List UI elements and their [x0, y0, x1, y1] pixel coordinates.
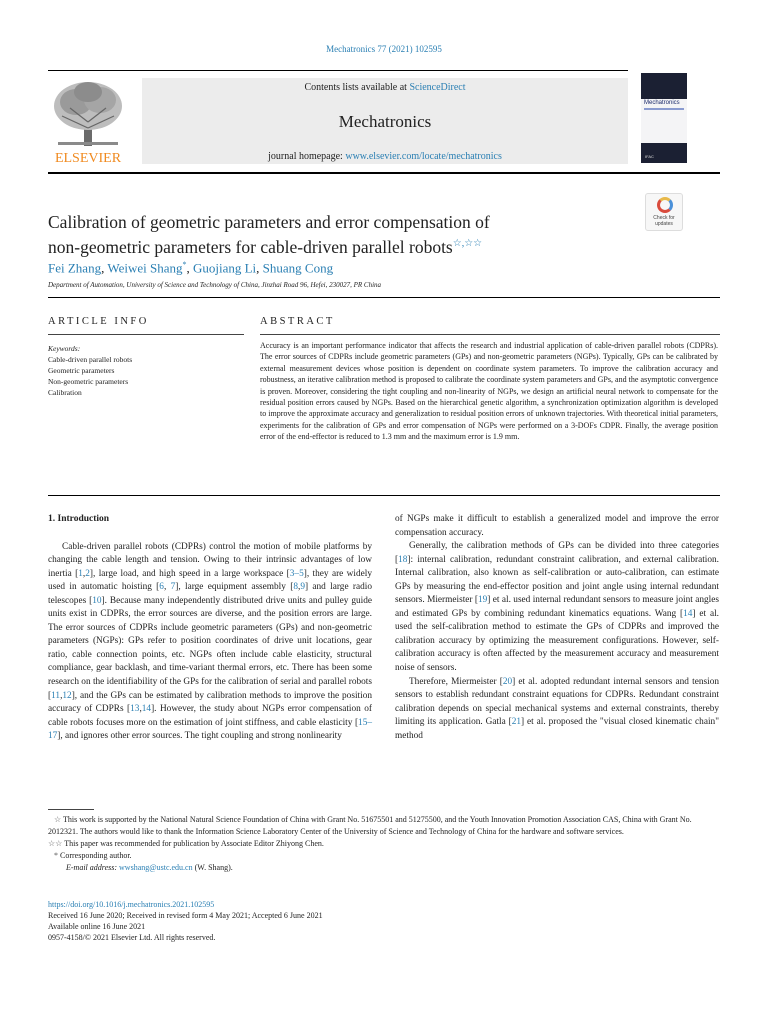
keyword: Geometric parameters	[48, 366, 115, 375]
contents-prefix: Contents lists available at	[304, 82, 410, 93]
header-top-rule	[48, 70, 628, 71]
abstract-text: Accuracy is an important performance indicator that affects the research and industrial application of cable-driven parallel robots (CDPRs). The error sources of CDPRs include geometric parameters (GPs) and non-geometric parameters (NGPs). Typically, GPs can be calibrated by external measurement devices whose position is dependent on coordinate system parameters. To improve the calibration accuracy and robustness, an iterative calibration method is proposed to calibrate the coordinate system parameters and GPs, and the asymptotic convergence is proven. Moreover, considering the tight coupling and non-linearity of NGPs, we design an artificial neural network to compensate for the residual position errors caused by NGPs. Based on the hierarchical genetic algorithm, a synchronization optimization algorithm is developed to improve the approximate accuracy and generalization to residual position errors of unknown trajectories. With theoretical initial parameters, experiments for the calibration of GPs and error compensation of NGPs were performed on a 3-DOFs CDPR. Finally, the average position error of the end-effector is reduced to 1.3 mm and the maximum error is 1.9 mm.	[260, 341, 718, 442]
cover-title: Mechatronics	[644, 100, 680, 106]
citation-link[interactable]: 19	[478, 595, 488, 606]
available-online: Available online 16 June 2021	[48, 922, 146, 931]
keyword: Cable-driven parallel robots	[48, 355, 133, 364]
running-head[interactable]: Mechatronics 77 (2021) 102595	[326, 44, 442, 54]
keywords-block	[48, 343, 132, 398]
footnote-rule	[48, 809, 94, 810]
journal-header	[142, 78, 628, 164]
footnote	[48, 814, 720, 838]
abstract-rule	[260, 334, 720, 335]
body-left-column	[48, 513, 372, 744]
title-line-1: Calibration of geometric parameters and error compensation of	[48, 212, 490, 232]
citation-link[interactable]: 2	[85, 568, 90, 579]
journal-cover[interactable]	[641, 73, 687, 163]
author-separator: ,	[256, 260, 263, 276]
check-updates-line2: updates	[655, 221, 673, 227]
citation-link[interactable]: 8	[293, 582, 298, 593]
citation-link[interactable]: 18	[398, 554, 408, 565]
journal-name: Mechatronics	[338, 112, 432, 131]
citation-link[interactable]: 3–5	[289, 568, 304, 579]
body-right-column	[395, 513, 719, 743]
section-heading: 1. Introduction	[48, 514, 110, 524]
citation-link[interactable]: 13	[130, 704, 140, 715]
publication-info	[48, 899, 323, 943]
title-footnote-marks[interactable]: ☆,☆☆	[452, 238, 483, 249]
footnote-mark: ☆	[54, 815, 62, 824]
homepage-link[interactable]: www.elsevier.com/locate/mechatronics	[345, 151, 502, 162]
homepage-line	[142, 151, 628, 162]
footnote-text: This paper was recommended for publication by Associate Editor Zhiyong Chen.	[64, 839, 324, 848]
citation-link[interactable]: 1	[78, 568, 83, 579]
check-updates-line1: Check for	[653, 215, 675, 221]
email-suffix: (W. Shang).	[194, 863, 233, 872]
footnote	[48, 850, 720, 862]
footnote-mark: ☆☆	[48, 839, 63, 848]
citation-link[interactable]: 20	[502, 676, 513, 687]
elsevier-logo[interactable]	[48, 78, 128, 166]
citation-link[interactable]: 10	[92, 595, 102, 606]
author-separator: ,	[186, 260, 193, 276]
title-line-2-text: non-geometric parameters for cable-driven parallel robots	[48, 236, 453, 257]
email-line	[48, 862, 720, 874]
contents-line	[142, 82, 628, 93]
citation-link[interactable]: 21	[511, 717, 522, 728]
email-label: E-mail address:	[66, 863, 118, 872]
author-link[interactable]: Shuang Cong	[262, 260, 334, 276]
sciencedirect-link[interactable]: ScienceDirect	[409, 82, 466, 93]
paragraph: Therefore, Miermeister [20] et al. adopted redundant internal sensors and tension sensors to establish redundant constraint equations for CDPRs. Redundant constraint calibration depends on special mechanical systems and external constraints, thereby limiting its application. Gatla [21] et al. proposed the "visual closed kinematic chain" method	[395, 676, 719, 741]
article-info-rule	[48, 334, 244, 335]
citation-link[interactable]: 6	[159, 582, 164, 593]
email-link[interactable]: wwshang@ustc.edu.cn	[119, 863, 193, 872]
check-updates-icon	[657, 197, 673, 213]
citation-link[interactable]: 12	[62, 690, 72, 701]
copyright: 0957-4158/© 2021 Elsevier Ltd. All rights reserved.	[48, 933, 216, 942]
corresponding-author-mark[interactable]: *	[182, 260, 187, 269]
footnote-text: Corresponding author.	[60, 851, 132, 860]
keyword: Calibration	[48, 388, 82, 397]
received-dates: Received 16 June 2020; Received in revised form 4 May 2021; Accepted 6 June 2021	[48, 911, 323, 920]
affiliation-rule	[48, 297, 720, 298]
author-separator: ,	[101, 260, 108, 276]
author-link[interactable]: Weiwei Shang	[107, 260, 183, 276]
citation-link[interactable]: 14	[141, 704, 152, 715]
paragraph: Generally, the calibration methods of GPs can be divided into three categories [18]: internal calibration, redundant constraint calibration, and external calibration. Internal calibration, also known as self-calibration or auto-calibration, can estimate GPs by measuring the end-effector position and joint angle using internal redundant sensors. Miermeister [19] et al. used internal redundant sensors to measure joint angles and estimated GPs by combining redundant kinematics equations. Wang [14] et al. used the self-calibration method to estimate the GPs of CDPRs and improved the calibration accuracy by optimizing the measurement configurations. However, self-calibration accuracy is often affected by the measurement accuracy and measurement noise of sensors.	[395, 541, 719, 674]
title-line-2	[48, 233, 608, 258]
footnotes	[48, 814, 720, 874]
author-link[interactable]: Fei Zhang	[48, 260, 102, 276]
keyword: Non-geometric parameters	[48, 377, 129, 386]
header-bottom-rule	[48, 172, 720, 174]
check-updates-label	[646, 215, 682, 227]
keywords-label: Keywords:	[48, 344, 81, 353]
citation-link[interactable]: 11	[51, 690, 61, 701]
citation-link[interactable]: 9	[300, 582, 305, 593]
author-link[interactable]: Guojiang Li	[192, 260, 257, 276]
citation-link[interactable]: 15–17	[48, 717, 372, 742]
publisher-name: ELSEVIER	[54, 151, 122, 166]
footnote-mark: *	[54, 851, 58, 860]
paragraph: of NGPs make it difficult to establish a generalized model and improve the error compensation accuracy.	[395, 514, 719, 538]
abstract-bottom-rule	[48, 495, 720, 496]
doi-link[interactable]: https://doi.org/10.1016/j.mechatronics.2021.102595	[48, 900, 215, 909]
elsevier-tree-icon	[48, 78, 128, 166]
cover-subtitle-bar	[644, 108, 684, 110]
paragraph: Cable-driven parallel robots (CDPRs) control the motion of mobile platforms by changing the cable length and tension. Owing to their intrinsic advantages of low inertia [1,2], large load, and high speed in a large workspace [3–5], they are widely used in automatic hoisting [6, 7], large equipment assembly [8,9] and large radio telescopes [10]. Because many independently distributed drive units and pulley guide units exist in CDPRs, the error sources are diverse, and the position errors are large. The error sources of CDPRs include geometric parameters (GPs) and non-geometric parameters (NGPs): GPs refer to position coordinates of drive unit locations, gear ratio, cable connection points, etc. NGPs often include cable elasticity, structural compliance, gear backlash, and time-variant thermal errors, etc. There has been some research on the identifiability of the GPs for the calibration of serial and parallel robots [11,12], and the GPs can be estimated by calibration methods to improve the position accuracy of CDPRs [13,14]. However, the study about NGPs error compensation of cable robots focuses more on the estimation of joint stiffness, and cable elasticity [15–17], and ignores other error sources. The tight coupling and strong nonlinearity	[48, 541, 373, 742]
cover-footer: IFAC	[645, 154, 654, 159]
affiliation: Department of Automation, University of Science and Technology of China, Jinzhai Road 96, Hefei, 230027, PR China	[48, 281, 382, 289]
abstract-heading: ABSTRACT	[260, 316, 335, 327]
homepage-prefix: journal homepage:	[268, 151, 346, 162]
author-list	[48, 260, 333, 276]
check-for-updates-button[interactable]	[645, 193, 683, 231]
citation-link[interactable]: 14	[683, 608, 693, 619]
article-info-heading: ARTICLE INFO	[48, 316, 149, 327]
article-title	[48, 211, 608, 258]
citation-link[interactable]: 7	[170, 582, 176, 593]
footnote-text: This work is supported by the National Natural Science Foundation of China with Grant No. 51675501 and 51275500, and the Youth Innovation Promotion Association CAS, China with Grant No. 2012321. The authors would like to thank the Information Science Laboratory Center of the University of Science and Technology of China for the hardware and software services.	[48, 815, 692, 836]
footnote	[48, 838, 720, 850]
